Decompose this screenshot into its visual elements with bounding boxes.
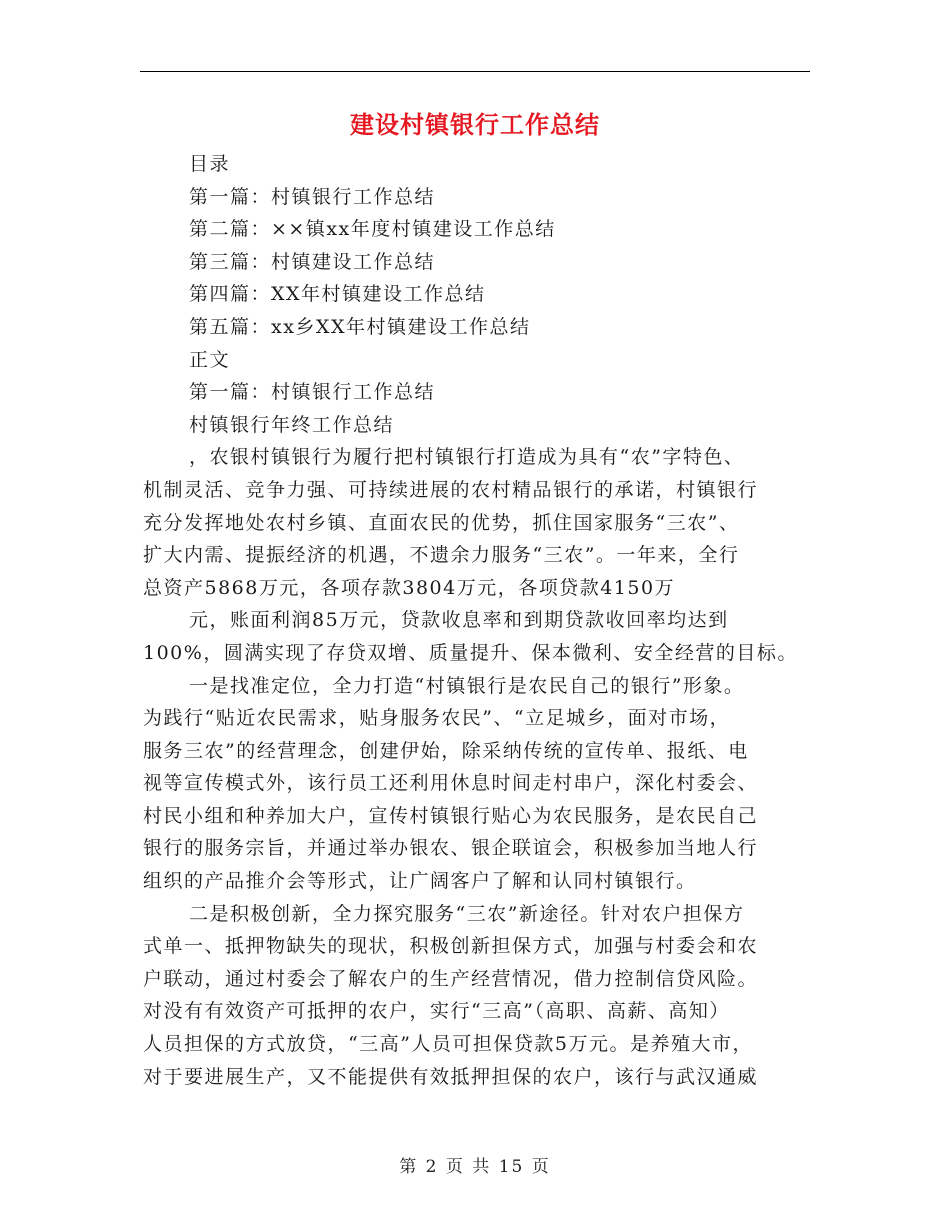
body-line: 视等宣传模式外，该行员工还利用休息时间走村串户，深化村委会、 [143,772,759,795]
body-line: 人员担保的方式放贷，“三高”人员可担保贷款5万元。是养殖大市， [143,1033,754,1056]
body-line: 户联动，通过村委会了解农户的生产经营情况，借力控制信贷风险。 [143,967,759,990]
body-line: 扩大内需、提振经济的机遇，不遗余力服务“三农”。一年来，全行 [143,544,740,567]
document-title: 建设村镇银行工作总结 [350,110,600,139]
toc-item: 第五篇：xx乡XX年村镇建设工作总结 [189,315,531,338]
document-body [143,148,813,1093]
header-rule [140,71,810,72]
body-line: 机制灵活、竞争力强、可持续进展的农村精品银行的承诺，村镇银行 [143,478,759,501]
body-line: 对于要进展生产，又不能提供有效抵押担保的农户，该行与武汉通威 [143,1065,759,1088]
chapter-title: 第一篇：村镇银行工作总结 [189,381,436,404]
body-line: 式单一、抵押物缺失的现状，积极创新担保方式，加强与村委会和农 [143,935,759,958]
body-line: 服务三农”的经营理念，创建伊始，除采纳传统的宣传单、报纸、电 [143,739,749,762]
body-line: 充分发挥地处农村乡镇、直面农民的优势，抓住国家服务“三农”、 [143,511,740,534]
footer-middle: 页 共 [445,1157,492,1177]
body-line: 一是找准定位，全力打造“村镇银行是农民自己的银行”形象。 [189,674,745,697]
body-line: 元，账面利润85万元，贷款收息率和到期贷款收回率均达到 [189,609,729,632]
footer-total-pages: 15 [498,1157,525,1177]
body-line: 银行的服务宗旨，并通过举办银农、银企联谊会，积极参加当地人行 [143,837,759,860]
footer-page-number: 2 [425,1157,439,1177]
toc-item: 第三篇：村镇建设工作总结 [189,250,436,273]
subtitle: 村镇银行年终工作总结 [189,413,395,436]
page-footer [0,1155,950,1179]
body-line: 100%，圆满实现了存贷双增、质量提升、保本微利、安全经营的目标。 [143,641,798,664]
body-line: 组织的产品推介会等形式，让广阔客户了解和认同村镇银行。 [143,870,697,893]
body-line: 对没有有效资产可抵押的农户，实行“三高”（高职、高薪、高知） [143,1000,730,1023]
footer-suffix: 页 [531,1157,551,1177]
body-line: ，农银村镇银行为履行把村镇银行打造成为具有“农”字特色、 [189,446,745,469]
body-line: 总资产5868万元，各项存款3804万元，各项贷款4150万 [143,576,676,599]
body-line: 村民小组和种养加大户，宣传村镇银行贴心为农民服务，是农民自己 [143,804,759,827]
toc-heading: 目录 [189,153,231,175]
body-line: 为践行“贴近农民需求，贴身服务农民”、“立足城乡，面对市场， [143,707,731,730]
toc-item: 第一篇：村镇银行工作总结 [189,185,436,208]
body-heading: 正文 [189,348,231,371]
toc-item: 第四篇：XX年村镇建设工作总结 [189,283,486,306]
body-line: 二是积极创新，全力探究服务“三农”新途径。针对农户担保方 [189,902,745,925]
toc-item: 第二篇：××镇xx年度村镇建设工作总结 [189,218,556,241]
footer-prefix: 第 [399,1157,419,1177]
